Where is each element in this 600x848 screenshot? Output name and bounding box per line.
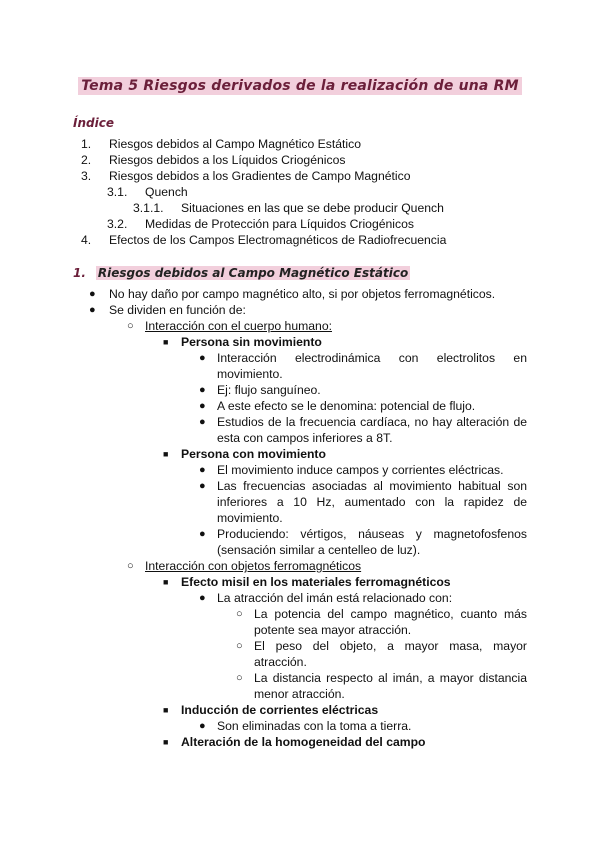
bullet-square-icon: ■: [163, 449, 169, 459]
bullet-dot-icon: ●: [199, 400, 206, 412]
group-label: Efecto misil en los materiales ferromagnéticos: [181, 575, 451, 589]
bullet-dot-icon: ●: [199, 352, 206, 364]
bullet-square-icon: ■: [163, 577, 169, 587]
list-item: A este efecto se le denomina: potencial de flujo.: [217, 399, 476, 413]
section-title: Riesgos debidos al Campo Magnético Estático: [97, 266, 409, 280]
list-item: La atracción del imán está relacionado con:: [217, 591, 453, 605]
bullet-circle-icon: ○: [127, 320, 134, 332]
list-item: La distancia respecto al imán, a mayor distancia menor atracción.: [254, 671, 527, 701]
bullet-dot-icon: ●: [199, 720, 206, 732]
section-heading: [73, 266, 410, 280]
bullet-square-icon: ■: [163, 705, 169, 715]
list-item: Produciendo: vértigos, náuseas y magnetofosfenos (sensación similar a centelleo de luz).: [217, 527, 527, 557]
bullet-circle-icon: ○: [236, 608, 243, 620]
index-num: 3.1.1.: [133, 201, 164, 215]
bullet-dot-icon: ●: [89, 288, 96, 300]
subsection-label: Interacción con objetos ferromagnéticos: [145, 559, 362, 573]
index-num: 4.: [81, 233, 92, 247]
index-item: Riesgos debidos a los Líquidos Criogénicos: [109, 153, 346, 167]
bullet-dot-icon: ●: [199, 416, 206, 428]
index-item: Efectos de los Campos Electromagnéticos de Radiofrecuencia: [109, 233, 447, 247]
group-label: Persona con movimiento: [181, 447, 326, 461]
bullet-dot-icon: ●: [199, 464, 206, 476]
index-num: 1.: [81, 137, 92, 151]
list-item: Interacción electrodinámica con electrolitos en movimiento.: [217, 351, 527, 381]
list-item: Ej: flujo sanguíneo.: [217, 383, 321, 397]
bullet-circle-icon: ○: [236, 640, 243, 652]
list-item: Son eliminadas con la toma a tierra.: [217, 719, 412, 733]
index-item: Riesgos debidos al Campo Magnético Estático: [109, 137, 362, 151]
document-title: [0, 78, 600, 94]
list-item: La potencia del campo magnético, cuanto más potente sea mayor atracción.: [254, 607, 527, 637]
list-item: Estudios de la frecuencia cardíaca, no hay alteración de esta con campos inferiores a 8T.: [217, 415, 527, 445]
index-item: Quench: [145, 185, 188, 199]
list-item: Las frecuencias asociadas al movimiento habitual son inferiores a 10 Hz, aumentado con la rapidez de movimiento.: [217, 479, 527, 525]
list-item: El peso del objeto, a mayor masa, mayor atracción.: [254, 639, 527, 669]
list-item: No hay daño por campo magnético alto, si por objetos ferromagnéticos.: [109, 287, 496, 301]
index-item: Medidas de Protección para Líquidos Criogénicos: [145, 217, 414, 231]
index-heading: Índice: [73, 116, 114, 130]
bullet-dot-icon: ●: [89, 304, 96, 316]
index-num: 2.: [81, 153, 92, 167]
bullet-square-icon: ■: [163, 337, 169, 347]
list-item: Se dividen en función de:: [109, 303, 246, 317]
group-label: Persona sin movimiento: [181, 335, 322, 349]
group-label: Alteración de la homogeneidad del campo: [181, 735, 426, 749]
section-number: 1.: [73, 266, 86, 280]
index-item: Situaciones en las que se debe producir Quench: [181, 201, 444, 215]
bullet-dot-icon: ●: [199, 480, 206, 492]
list-item: El movimiento induce campos y corrientes eléctricas.: [217, 463, 504, 477]
index-num: 3.: [81, 169, 92, 183]
index-num: 3.2.: [107, 217, 128, 231]
bullet-dot-icon: ●: [199, 592, 206, 604]
bullet-circle-icon: ○: [236, 672, 243, 684]
group-label: Inducción de corrientes eléctricas: [181, 703, 379, 717]
subsection-label: Interacción con el cuerpo humano:: [145, 319, 332, 333]
bullet-square-icon: ■: [163, 737, 169, 747]
bullet-dot-icon: ●: [199, 384, 206, 396]
index-num: 3.1.: [107, 185, 128, 199]
document-title-text: Tema 5 Riesgos derivados de la realización de una RM: [78, 77, 522, 95]
bullet-dot-icon: ●: [199, 528, 206, 540]
index-item: Riesgos debidos a los Gradientes de Campo Magnético: [109, 169, 411, 183]
bullet-circle-icon: ○: [127, 560, 134, 572]
